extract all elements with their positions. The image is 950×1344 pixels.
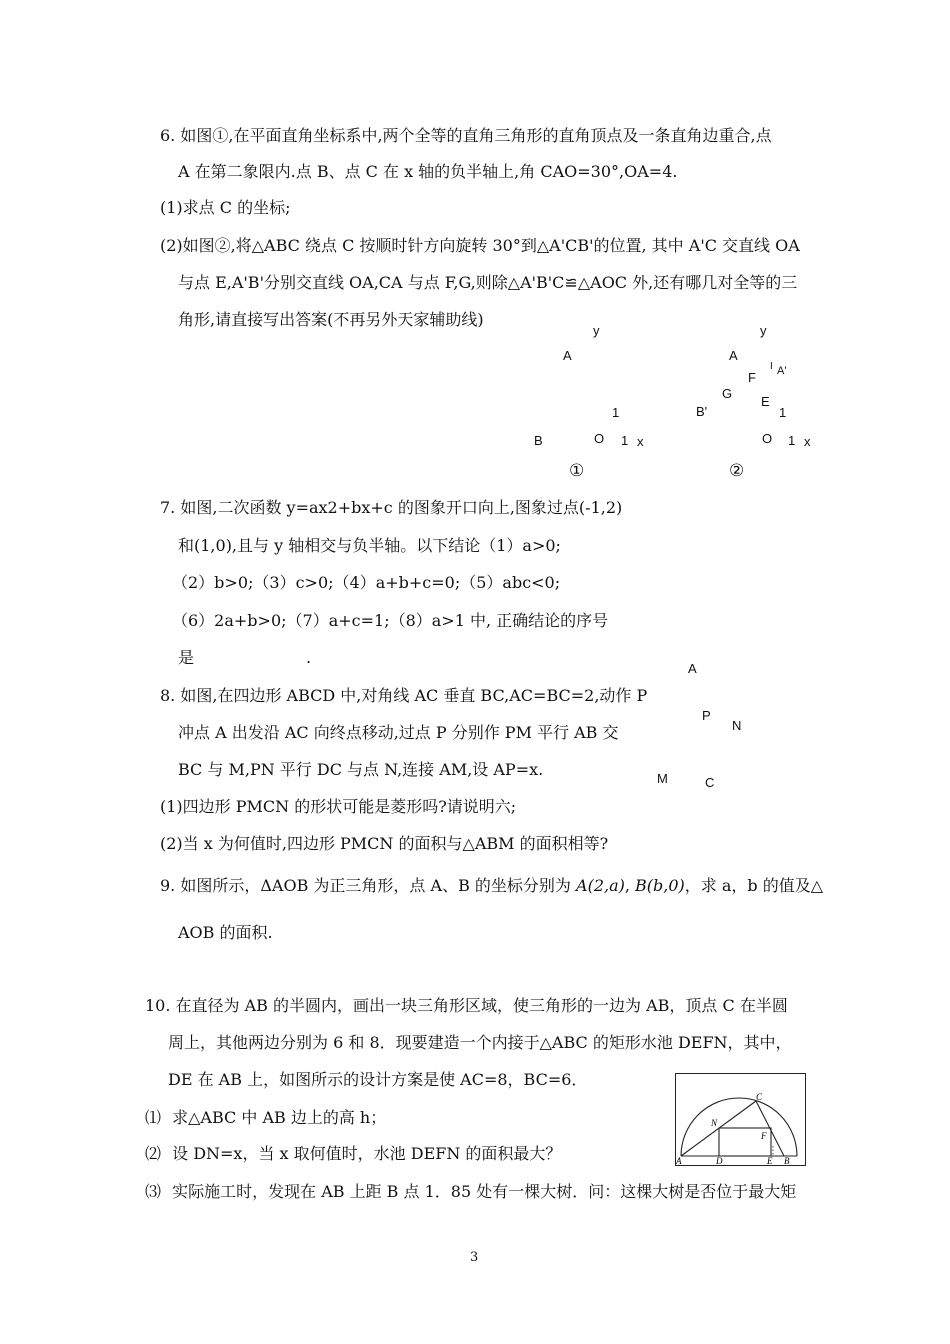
- fig2-label-f: F: [748, 370, 756, 385]
- q10-part3-text: 实际施工时，发现在 AB 上距 B 点 1．85 处有一棵大树．问：这棵大树是否位于最大矩: [172, 1182, 797, 1201]
- q10-part1: [145, 1108, 386, 1128]
- fig2-label-o: O: [762, 431, 773, 446]
- fig1-caption: ①: [569, 461, 585, 481]
- q10-fig-label-d: D: [716, 1156, 723, 1165]
- fig1-label-one-y: 1: [612, 405, 620, 420]
- q9-coord-sep: ,: [624, 876, 630, 895]
- page-number: 3: [470, 1250, 479, 1265]
- q10-part1-text: 求△ABC 中 AB 边上的高 h；: [172, 1108, 387, 1127]
- q10-part2-text: 设 DN=x，当 x 取何值时，水池 DEFN 的面积最大？: [172, 1144, 562, 1163]
- q8-fig-label-n: N: [732, 718, 742, 733]
- q10-fig-label-b: B: [784, 1156, 790, 1165]
- q10-line3: DE 在 AB 上，如图所示的设计方案是使 AC=8，BC=6．: [168, 1070, 588, 1089]
- q10-part2: [145, 1144, 561, 1164]
- q8-line3: BC 与 M,PN 平行 DC 与点 N,连接 AM,设 AP=x.: [178, 760, 544, 779]
- q7-line2: 和(1,0),且与 y 轴相交与负半轴。以下结论（1）a>0;: [178, 536, 561, 555]
- fig2-label-b-prime: B': [696, 404, 708, 419]
- q6-line2: A 在第二象限内.点 B、点 C 在 x 轴的负半轴上,角 CAO=30°,OA=4.: [178, 162, 678, 181]
- q10-fig-label-n: N: [711, 1118, 718, 1128]
- q6-part2-line1: (2)如图②,将△ABC 绕点 C 按顺时针方向旋转 30°到△A'CB'的位置, 其中 A'C 交直线 OA: [160, 236, 800, 255]
- q10-fig-label-e: E: [767, 1156, 773, 1165]
- q10-part2-num: ⑵: [145, 1144, 162, 1163]
- q10-line2: 周上，其他两边分别为 6 和 8．现要建造一个内接于△ABC 的矩形水池 DEFN，其中，: [168, 1033, 792, 1052]
- q9-line1: [160, 876, 823, 896]
- q10-part3-num: ⑶: [145, 1182, 162, 1201]
- q10-figure-drawing: [676, 1074, 805, 1165]
- q8-part1: (1)四边形 PMCN 的形状可能是菱形吗?请说明六;: [160, 797, 517, 816]
- q10-fig-label-a: A: [676, 1156, 682, 1165]
- q8-fig-label-p: P: [702, 708, 711, 723]
- q6-line1: 6. 如图①,在平面直角坐标系中,两个全等的直角三角形的直角顶点及一条直角边重合,点: [160, 126, 772, 145]
- q7-answer-prefix: 是: [178, 648, 195, 667]
- q6-part2-line3: 角形,请直接写出答案(不再另外天家辅助线): [178, 310, 484, 329]
- fig1-label-one-x: 1: [621, 433, 629, 448]
- q7-line5: [178, 648, 311, 668]
- q8-fig-label-a: A: [688, 661, 697, 676]
- fig2-label-y: y: [760, 323, 767, 338]
- q9-coord-a: A(2,a): [576, 876, 625, 895]
- q9-line2: AOB 的面积.: [178, 923, 273, 942]
- fig2-caption: ②: [729, 461, 745, 481]
- q9-coord-b: B(b,0): [635, 876, 685, 895]
- q8-fig-label-m: M: [657, 771, 668, 786]
- fig2-label-e: E: [761, 394, 770, 409]
- fig1-label-y: y: [593, 323, 600, 338]
- q10-figure: [675, 1073, 806, 1166]
- fig1-label-x: x: [637, 434, 644, 449]
- q6-part2-line2: 与点 E,A'B'分别交直线 OA,CA 与点 F,G,则除△A'B'C≌△AOC 外,还有哪几对全等的三: [178, 273, 798, 292]
- q8-line1: 8. 如图,在四边形 ABCD 中,对角线 AC 垂直 BC,AC=BC=2,动作 P: [160, 686, 648, 705]
- fig2-label-one-y: 1: [779, 405, 787, 420]
- q8-fig-label-c: C: [705, 775, 715, 790]
- q8-part2: (2)当 x 为何值时,四边形 PMCN 的面积与△ABM 的面积相等?: [160, 834, 609, 853]
- fig2-label-one-x: 1: [788, 433, 796, 448]
- q10-fig-label-f: F: [761, 1131, 767, 1141]
- q8-line2: 冲点 A 出发沿 AC 向终点移动,过点 P 分别作 PM 平行 AB 交: [178, 723, 619, 742]
- fig2-label-x: x: [804, 434, 811, 449]
- q7-answer-suffix: .: [306, 648, 312, 667]
- q10-line1: 10. 在直径为 AB 的半圆内，画出一块三角形区域，使三角形的一边为 AB，顶点 C 在半圆: [145, 996, 788, 1015]
- fig2-label-a-prime: A': [777, 365, 787, 377]
- fig1-label-a: A: [563, 348, 572, 363]
- fig2-label-g: G: [722, 386, 733, 401]
- q9-text-pre: 9. 如图所示，ΔAOB 为正三角形，点 A、B 的坐标分别为: [160, 876, 571, 895]
- q7-line1: 7. 如图,二次函数 y=ax2+bx+c 的图象开口向上,图象过点(-1,2): [160, 498, 623, 517]
- q10-part1-num: ⑴: [145, 1108, 162, 1127]
- q10-fig-label-c: C: [756, 1092, 763, 1102]
- q7-line4: （6）2a+b>0;（7）a+c=1;（8）a>1 中, 正确结论的序号: [172, 611, 609, 630]
- fig2-label-a: A: [729, 348, 738, 363]
- fig1-label-o: O: [594, 431, 605, 446]
- fig1-label-b: B: [534, 433, 543, 448]
- fig2-label-i: I: [770, 361, 773, 372]
- q6-part1: (1)求点 C 的坐标;: [160, 198, 291, 217]
- q7-line3: （2）b>0;（3）c>0;（4）a+b+c=0;（5）abc<0;: [172, 573, 561, 592]
- q10-part3: [145, 1182, 796, 1202]
- q9-text-post: ，求 a，b 的值及△: [684, 876, 824, 895]
